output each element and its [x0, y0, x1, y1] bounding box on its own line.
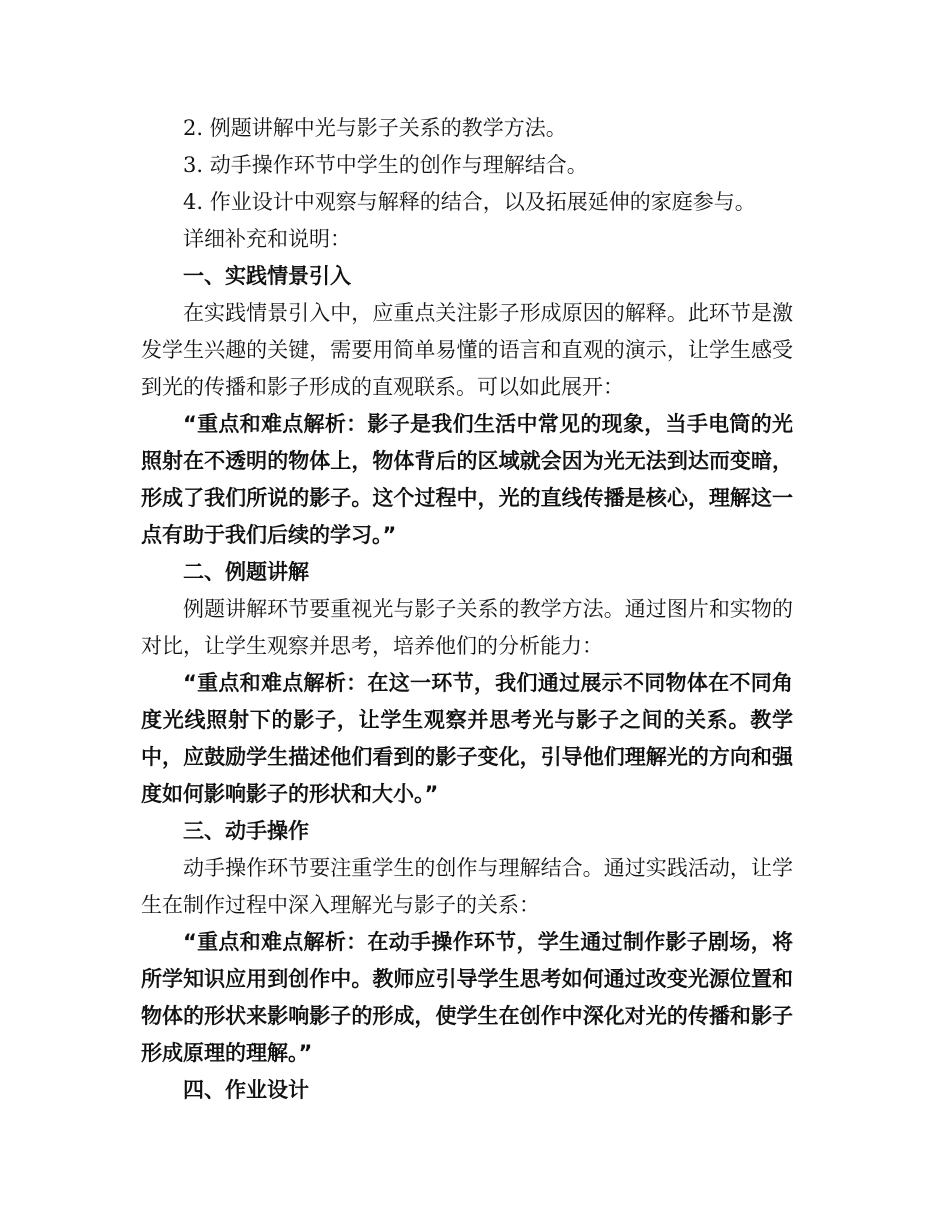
list-item: 2. 例题讲解中光与影子关系的教学方法。 — [183, 116, 567, 140]
section-heading: 三、动手操作 — [183, 819, 309, 843]
section-body: 动手操作环节要注重学生的创作与理解结合。通过实践活动，让学生在制作过程中深入理解光与影子的关系： — [141, 856, 793, 917]
section-heading: 一、实践情景引入 — [183, 264, 351, 288]
section-body: 例题讲解环节要重视光与影子关系的教学方法。通过图片和实物的对比，让学生观察并思考，培养他们的分析能力： — [141, 597, 793, 658]
list-item: 4. 作业设计中观察与解释的结合，以及拓展延伸的家庭参与。 — [183, 190, 756, 214]
intro-label: 详细补充和说明： — [183, 227, 351, 251]
section-quote: “重点和难点解析：在动手操作环节，学生通过制作影子剧场，将所学知识应用到创作中。教师应引导学生思考如何通过改变光源位置和物体的形状来影响影子的形成，使学生在创作中深化对光的传播和影子形成原理的理解。” — [141, 930, 793, 1065]
document-page — [141, 110, 793, 1109]
list-item: 3. 动手操作环节中学生的创作与理解结合。 — [183, 153, 588, 177]
section-body: 在实践情景引入中，应重点关注影子形成原因的解释。此环节是激发学生兴趣的关键，需要用简单易懂的语言和直观的演示，让学生感受到光的传播和影子形成的直观联系。可以如此展开： — [141, 301, 793, 399]
section-heading: 二、例题讲解 — [183, 560, 309, 584]
section-heading: 四、作业设计 — [183, 1078, 309, 1102]
section-quote: “重点和难点解析：影子是我们生活中常见的现象，当手电筒的光照射在不透明的物体上，物体背后的区域就会因为光无法到达而变暗，形成了我们所说的影子。这个过程中，光的直线传播是核心，理解这一点有助于我们后续的学习。” — [141, 412, 793, 547]
section-quote: “重点和难点解析：在这一环节，我们通过展示不同物体在不同角度光线照射下的影子，让学生观察并思考光与影子之间的关系。教学中，应鼓励学生描述他们看到的影子变化，引导他们理解光的方向和强度如何影响影子的形状和大小。” — [141, 671, 793, 806]
